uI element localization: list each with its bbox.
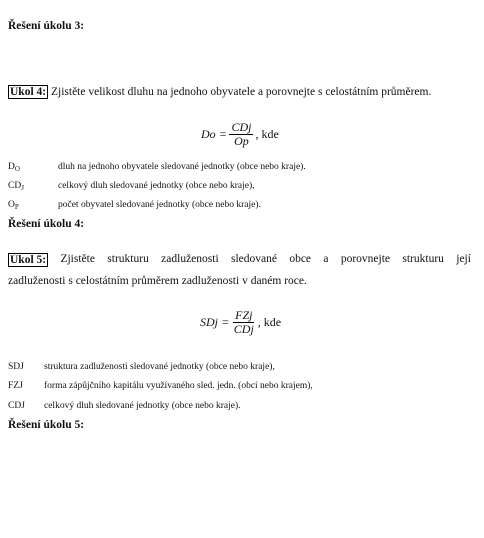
task-5-statement: [8, 253, 471, 267]
task-5-line-1: [8, 253, 471, 267]
formula-lhs: Do: [201, 127, 216, 141]
task-5-word: porovnejte: [340, 253, 391, 265]
formula-lhs: SDj: [200, 315, 218, 329]
formula-equals: =: [222, 315, 229, 329]
task-5-word: Zjistěte: [60, 253, 95, 265]
task-4-text: Zjistěte velikost dluhu na jednoho obyvatele a porovnejte s celostátním průměrem.: [50, 86, 432, 98]
formula-tail: , kde: [257, 315, 282, 329]
definition-symbol: $CD_J$: [8, 181, 24, 192]
formula-denominator: Op: [234, 134, 249, 148]
task-5-word: sledované: [231, 253, 277, 265]
task-5-word: zadluženosti: [161, 253, 219, 265]
definition-row: [8, 362, 478, 376]
definition-description: struktura zadluženosti sledované jednotky (obce nebo kraje),: [44, 362, 275, 372]
formula-fraction: [232, 309, 256, 336]
definition-description: počet obyvatel sledované jednotky (obce nebo kraje).: [58, 200, 261, 210]
definition-symbol: $O_P$: [8, 200, 19, 211]
definition-row: [8, 162, 478, 176]
task-5-word: její: [456, 253, 471, 265]
definition-row: [8, 200, 478, 214]
formula-fraction: [229, 121, 253, 148]
task-5-line-2: zadluženosti s celostátním průměrem zadluženosti v daném roce.: [8, 275, 307, 287]
task-4-label: Úkol 4:: [10, 86, 47, 98]
formula-debt-per-capita: [201, 121, 279, 148]
formula-debt-structure: [200, 309, 281, 336]
formula-numerator: FZj: [235, 308, 253, 322]
definition-description: dluh na jednoho obyvatele sledované jednotky (obce nebo kraje).: [58, 162, 306, 172]
definition-row: [8, 381, 478, 395]
task-5-word: a: [323, 253, 329, 265]
definition-symbol: CDJ: [8, 401, 25, 411]
task-4-statement: [8, 86, 431, 98]
formula-denominator: CDj: [233, 322, 254, 336]
definition-description: celkový dluh sledované jednotky (obce nebo kraje),: [58, 181, 255, 191]
task-5-label: Úkol 5:: [10, 254, 47, 266]
solution-3-heading: Řešení úkolu 3:: [8, 20, 85, 32]
definition-symbol: SDJ: [8, 362, 24, 372]
definition-description: celkový dluh sledované jednotky (obce nebo kraje).: [44, 401, 241, 411]
definition-description: forma zápůjčního kapitálu využívaného sled. jedn. (obcí nebo krajem),: [44, 381, 313, 391]
task-5-word: strukturu: [107, 253, 149, 265]
formula-tail: , kde: [255, 127, 279, 141]
solution-5-heading: Řešení úkolu 5:: [8, 419, 85, 431]
solution-4-heading: Řešení úkolu 4:: [8, 218, 85, 230]
formula-equals: =: [219, 127, 227, 141]
definition-symbol: $D_O$: [8, 162, 20, 173]
formula-numerator: CDj: [231, 120, 252, 134]
definition-symbol: FZJ: [8, 381, 23, 391]
definition-row: [8, 401, 478, 415]
task-5-word: obce: [289, 253, 312, 265]
task-5-word: strukturu: [402, 253, 444, 265]
definition-row: [8, 181, 478, 195]
